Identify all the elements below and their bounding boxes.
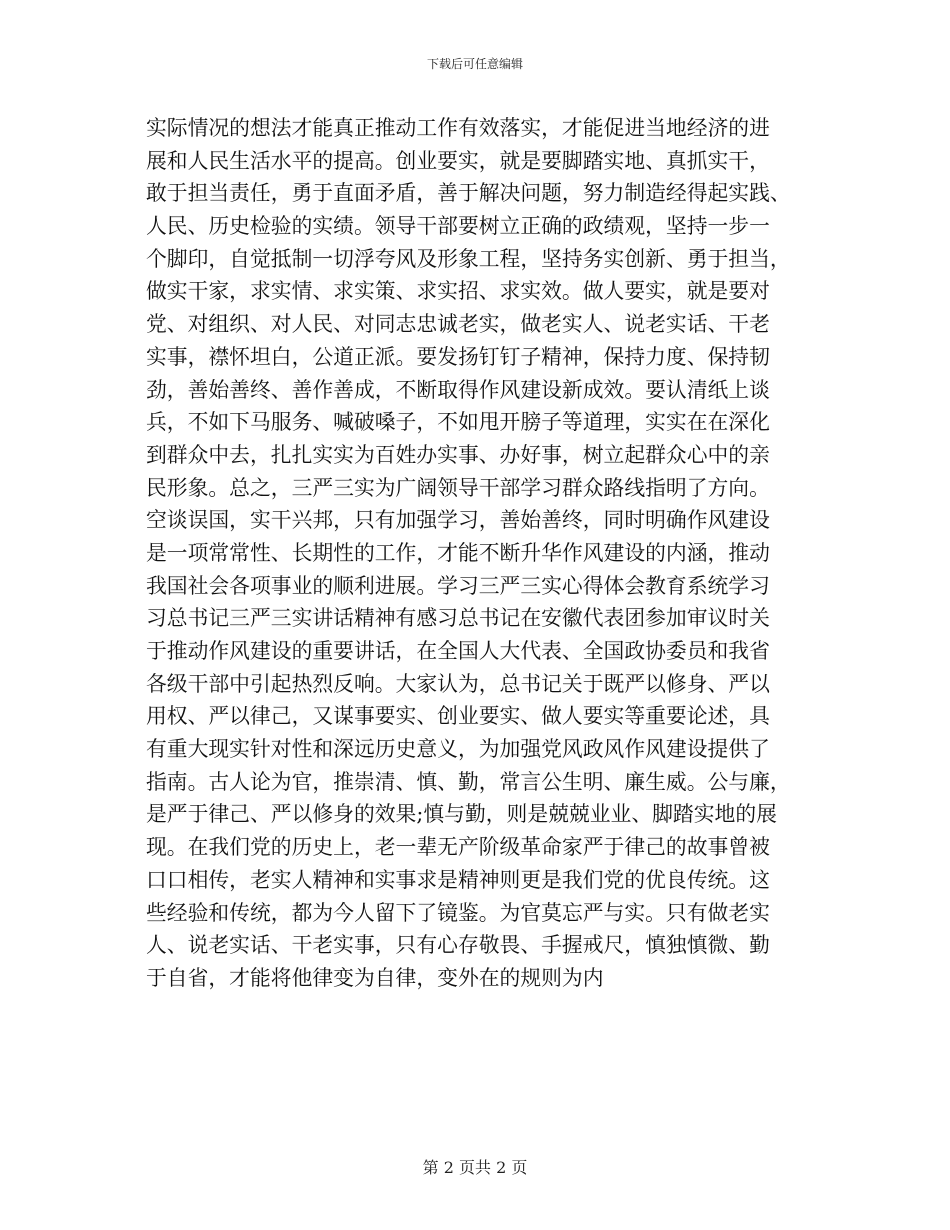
body-line: 人民、历史检验的实绩。领导干部要树立正确的政绩观，坚持一步一: [146, 214, 770, 239]
body-line: 民形象。总之，三严三实为广阔领导干部学习群众路线指明了方向。: [146, 475, 770, 500]
body-line: 我国社会各项事业的顺利进展。学习三严三实心得体会教育系统学习: [146, 573, 770, 598]
body-line: 是一项常常性、长期性的工作，才能不断升华作风建设的内涵，推动: [146, 540, 770, 565]
body-line: 指南。古人论为官，推崇清、慎、勤，常言公生明、廉生威。公与廉，: [146, 769, 791, 794]
body-line: 人、说老实话、干老实事，只有心存敬畏、手握戒尺，慎独慎微、勤: [146, 933, 770, 958]
body-line: 空谈误国，实干兴邦，只有加强学习，善始善终，同时明确作风建设: [146, 508, 770, 533]
body-line: 敢于担当责任，勇于直面矛盾，善于解决问题，努力制造经得起实践、: [146, 181, 791, 206]
body-line: 些经验和传统，都为今人留下了镜鉴。为官莫忘严与实。只有做老实: [146, 900, 770, 925]
body-line: 口口相传，老实人精神和实事求是精神则更是我们党的优良传统。这: [146, 867, 770, 892]
body-line: 展和人民生活水平的提高。创业要实，就是要脚踏实地、真抓实干，: [146, 148, 770, 173]
body-line: 各级干部中引起热烈反响。大家认为，总书记关于既严以修身、严以: [146, 671, 770, 696]
body-line: 现。在我们党的历史上，老一辈无产阶级革命家严于律己的故事曾被: [146, 835, 770, 860]
body-line: 个脚印，自觉抵制一切浮夸风及形象工程，坚持务实创新、勇于担当，: [146, 246, 791, 271]
body-line: 有重大现实针对性和深远历史意义，为加强党风政风作风建设提供了: [146, 737, 770, 762]
page-header: [0, 56, 950, 72]
body-line: 于推动作风建设的重要讲话，在全国人大代表、全国政协委员和我省: [146, 639, 770, 663]
body-line: 实事，襟怀坦白，公道正派。要发扬钉钉子精神，保持力度、保持韧: [146, 344, 770, 369]
body-line: 到群众中去，扎扎实实为百姓办实事、办好事，树立起群众心中的亲: [146, 442, 770, 467]
body-line: 兵，不如下马服务、喊破嗓子，不如甩开膀子等道理，实实在在深化: [146, 410, 770, 435]
body-line: 实际情况的想法才能真正推动工作有效落实，才能促进当地经济的进: [146, 116, 770, 140]
body-line: 劲，善始善终、善作善成，不断取得作风建设新成效。要认清纸上谈: [146, 377, 770, 402]
document-body: [146, 112, 811, 995]
body-line: 用权、严以律己，又谋事要实、创业要实、做人要实等重要论述，具: [146, 704, 770, 729]
page-footer: [0, 1158, 950, 1178]
body-line: 党、对组织、对人民、对同志忠诚老实，做老实人、说老实话、干老: [146, 312, 770, 337]
page-number: 第 2 页共 2 页: [422, 1158, 528, 1177]
body-line: 习总书记三严三实讲话精神有感习总书记在安徽代表团参加审议时关: [146, 606, 770, 631]
body-line: 于自省，才能将他律变为自律，变外在的规则为内: [146, 965, 604, 990]
body-line: 是严于律己、严以修身的效果;慎与勤，则是兢兢业业、脚踏实地的展: [146, 802, 777, 827]
body-line: 做实干家，求实情、求实策、求实招、求实效。做人要实，就是要对: [146, 279, 770, 304]
header-text: 下载后可任意编辑: [426, 57, 523, 71]
